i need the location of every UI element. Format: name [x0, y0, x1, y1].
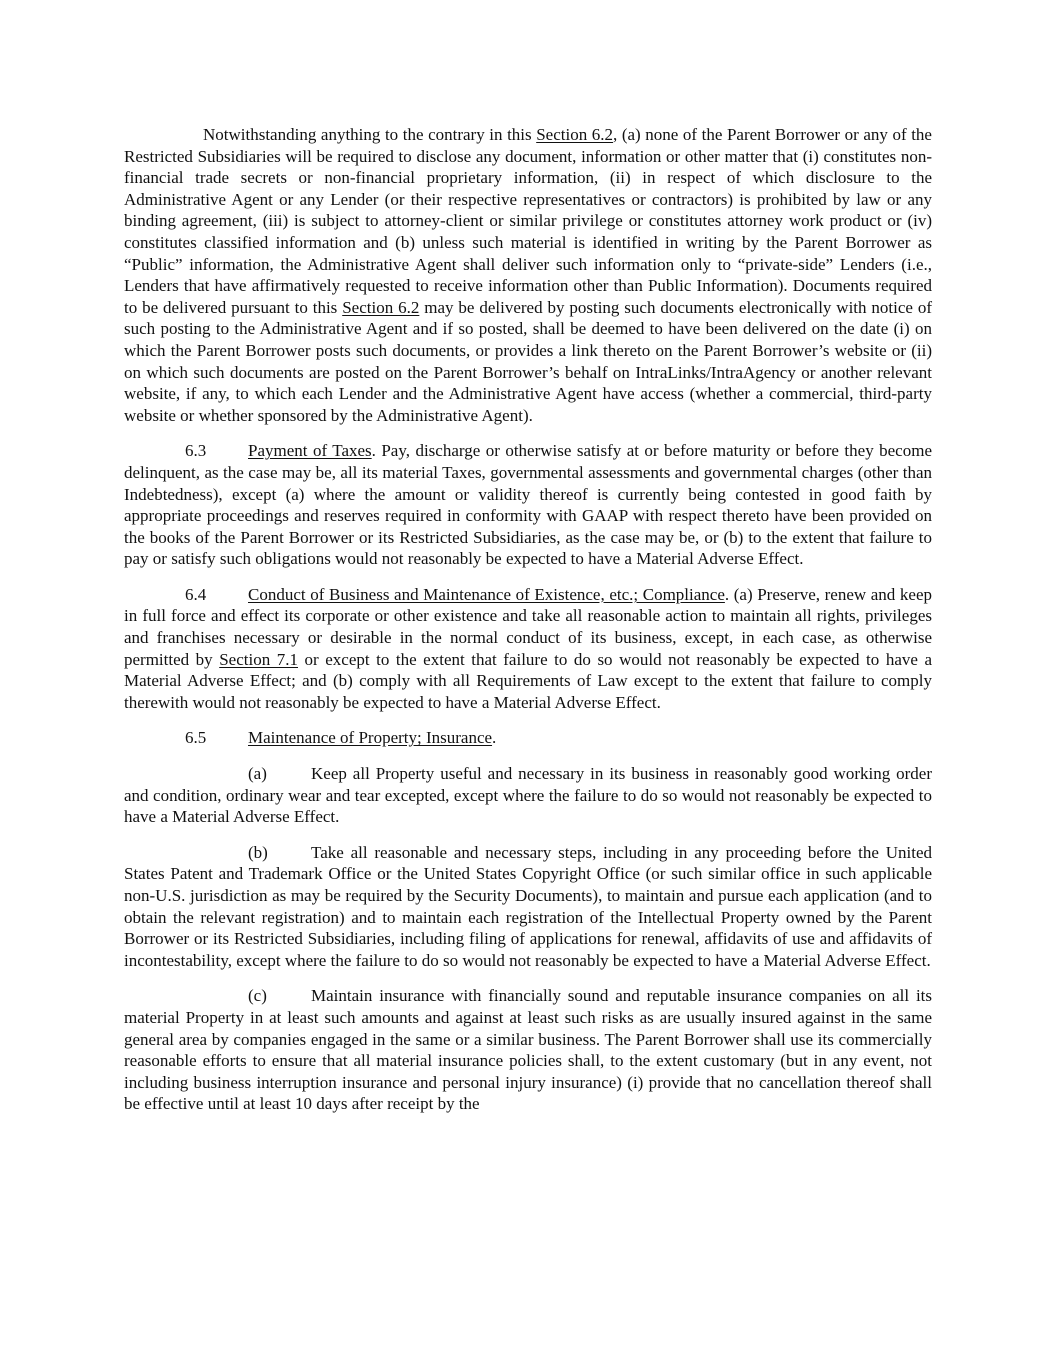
section-title-period: .: [492, 728, 497, 748]
p1-text-1: Notwithstanding anything to the contrary in this: [203, 125, 537, 144]
section-title: Maintenance of Property; Insurance: [248, 728, 493, 748]
section-number: 6.3: [185, 441, 207, 461]
subsection-label: (b): [248, 842, 268, 862]
subsection-body: Maintain insurance with financially sound and reputable insurance companies on all its material Property in at least such amounts and against at least such risks as are usually insured against in the same general area by companies engaged in the same or a similar business. The Parent Borrower shall use its commercially reasonable efforts to ensure that all material insurance policies shall, to the extent customary (but in any event, not including business interruption insurance and personal injury insurance) (i) provide that no cancellation thereof shall be effective until at least 10 days after receipt by the: [124, 986, 932, 1114]
section-6-5-c: [124, 985, 932, 1115]
section-title: Conduct of Business and Maintenance of Existence, etc.; Compliance: [248, 584, 725, 604]
section-6-3: [124, 440, 932, 570]
section-6-5-b: [124, 842, 932, 972]
subsection-label: (c): [248, 986, 267, 1006]
section-6-5-heading: [124, 727, 932, 749]
subsection-body: Keep all Property useful and necessary in its business in reasonably good working order and condition, ordinary wear and tear excepted, except where the failure to do so would not reasonably be expected to have a Material Adverse Effect.: [124, 764, 932, 827]
subsection-label: (a): [248, 764, 267, 784]
section-number: 6.4: [185, 584, 207, 604]
p1-text-3: may be delivered by posting such documents electronically with notice of such posting to the Administrative Agent and if so posted, shall be deemed to have been delivered on the date (i) on which the Parent Borrower posts such documents, or provides a link thereto on the Parent Borrower’s website or (ii) on which such documents are posted on the Parent Borrower’s behalf on IntraLinks/IntraAgency or another relevant website, if any, to which each Lender and the Administrative Agent have access (whether a commercial, third-party website or whether sponsored by the Administrative Agent).: [124, 297, 933, 425]
section-title: Payment of Taxes: [248, 441, 372, 461]
p1-text-2: , (a) none of the Parent Borrower or any of the Restricted Subsidiaries will be required to disclose any document, information or other matter that (i) constitutes non-financial trade secrets or non-financial proprietary information, (ii) in respect of which disclosure to the Administrative Agent or any Lender (or their respective representatives or contractors) is prohibited by law or any binding agreement, (iii) is subject to attorney-client or similar privilege or constitutes attorney work product or (iv) constitutes classified information and (b) unless such material is identified in writing by the Parent Borrower as “Public” information, the Administrative Agent shall deliver such information only to “private-side” Lenders (i.e., Lenders that have affirmatively requested to receive information other than Public Information). Documents required to be delivered pursuant to this: [124, 125, 932, 317]
section-6-5-a: [124, 763, 932, 828]
section-body: . Pay, discharge or otherwise satisfy at or before maturity or before they become delinquent, as the case may be, all its material Taxes, governmental assessments and governmental charges (other than Indebtedness), except (a) where the amount or validity thereof is currently being contested in good faith by appropriate proceedings and reserves required in conformity with GAAP with respect thereto have been provided on the books of the Parent Borrower or its Restricted Subsidiaries, as the case may be, or (b) to the extent that failure to pay or satisfy such obligations would not reasonably be expected to have a Material Adverse Effect.: [124, 441, 932, 569]
document-page: [124, 124, 932, 1129]
section-6-4: [124, 584, 932, 714]
section-body-1: . (a) Preserve, renew and keep in full force and effect its corporate or other existence and take all reasonable action to maintain all rights, privileges and franchises necessary or desirable in the normal conduct of its business, except, in each case, as otherwise permitted by: [124, 584, 933, 669]
section-6-2-reference-2: Section 6.2: [342, 297, 420, 317]
section-number: 6.5: [185, 728, 207, 748]
paragraph-section-6-2-continued: [124, 124, 932, 426]
section-6-2-reference: Section 6.2: [536, 125, 614, 144]
section-7-1-reference: Section 7.1: [219, 649, 298, 669]
subsection-body: Take all reasonable and necessary steps, including in any proceeding before the United States Patent and Trademark Office or the United States Copyright Office (or such similar office in such applicable non-U.S. jurisdiction as may be required by the Security Documents), to maintain and pursue each application (and to obtain the relevant registration) and to maintain each registration of the Intellectual Property owned by the Parent Borrower or its Restricted Subsidiaries, including filing of applications for renewal, affidavits of use and affidavits of incontestability, except where the failure to do so would not reasonably be expected to have a Material Adverse Effect.: [124, 842, 932, 970]
section-body-2: or except to the extent that failure to do so would not reasonably be expected to have a Material Adverse Effect; and (b) comply with all Requirements of Law except to the extent that failure to comply therewith would not reasonably be expected to have a Material Adverse Effect.: [124, 649, 932, 712]
